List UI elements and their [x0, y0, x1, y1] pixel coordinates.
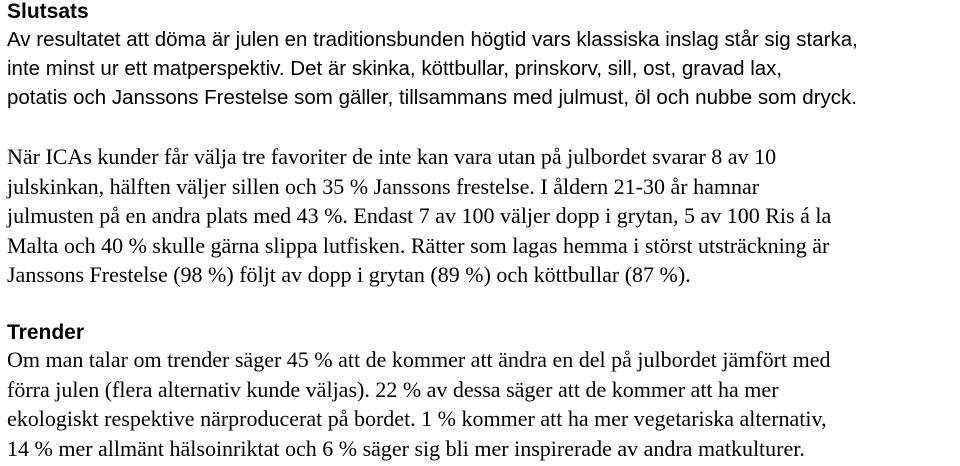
paragraph-trender — [0, 345, 960, 463]
paragraph-ica-favorites — [0, 142, 960, 290]
text-line: ekologiskt respektive närproducerat på bordet. 1 % kommer att ha mer vegetariska alternativ, — [7, 406, 827, 431]
text-line: Om man talar om trender säger 45 % att de kommer att ändra en del på julbordet jämfört med — [7, 347, 831, 372]
section-heading-slutsats: Slutsats — [7, 0, 89, 23]
text-line: julskinkan, hälften väljer sillen och 35 % Janssons frestelse. I åldern 21-30 år hamnar — [7, 173, 760, 199]
text-line: 14 % mer allmänt hälsoinriktat och 6 % säger sig bli mer inspirerade av andra matkulturer. — [7, 435, 805, 461]
text-line: Janssons Frestelse (98 %) följt av dopp i grytan (89 %) och köttbullar (87 %). — [7, 262, 691, 287]
text-line: Malta och 40 % skulle gärna slippa lutfisken. Rätter som lagas hemma i störst utsträckning är — [7, 232, 830, 258]
section-heading-trender: Trender — [7, 321, 85, 344]
text-line: inte minst ur ett matperspektiv. Det är skinka, köttbullar, prinskorv, sill, ost, gravad lax, — [7, 57, 783, 80]
text-line: potatis och Janssons Frestelse som gäller, tillsammans med julmust, öl och nubbe som dryck. — [7, 86, 857, 109]
text-line: förra julen (flera alternativ kunde väljas). 22 % av dessa säger att de kommer att ha mer — [7, 376, 779, 402]
text-line: julmusten på en andra plats med 43 %. Endast 7 av 100 väljer dopp i grytan, 5 av 100 Ris á la — [7, 203, 832, 228]
paragraph-slutsats-intro — [0, 25, 960, 112]
text-line: Av resultatet att döma är julen en traditionsbunden högtid vars klassiska inslag står sig starka, — [7, 28, 858, 51]
text-line: När ICAs kunder får välja tre favoriter de inte kan vara utan på julbordet svarar 8 av 10 — [7, 144, 777, 169]
